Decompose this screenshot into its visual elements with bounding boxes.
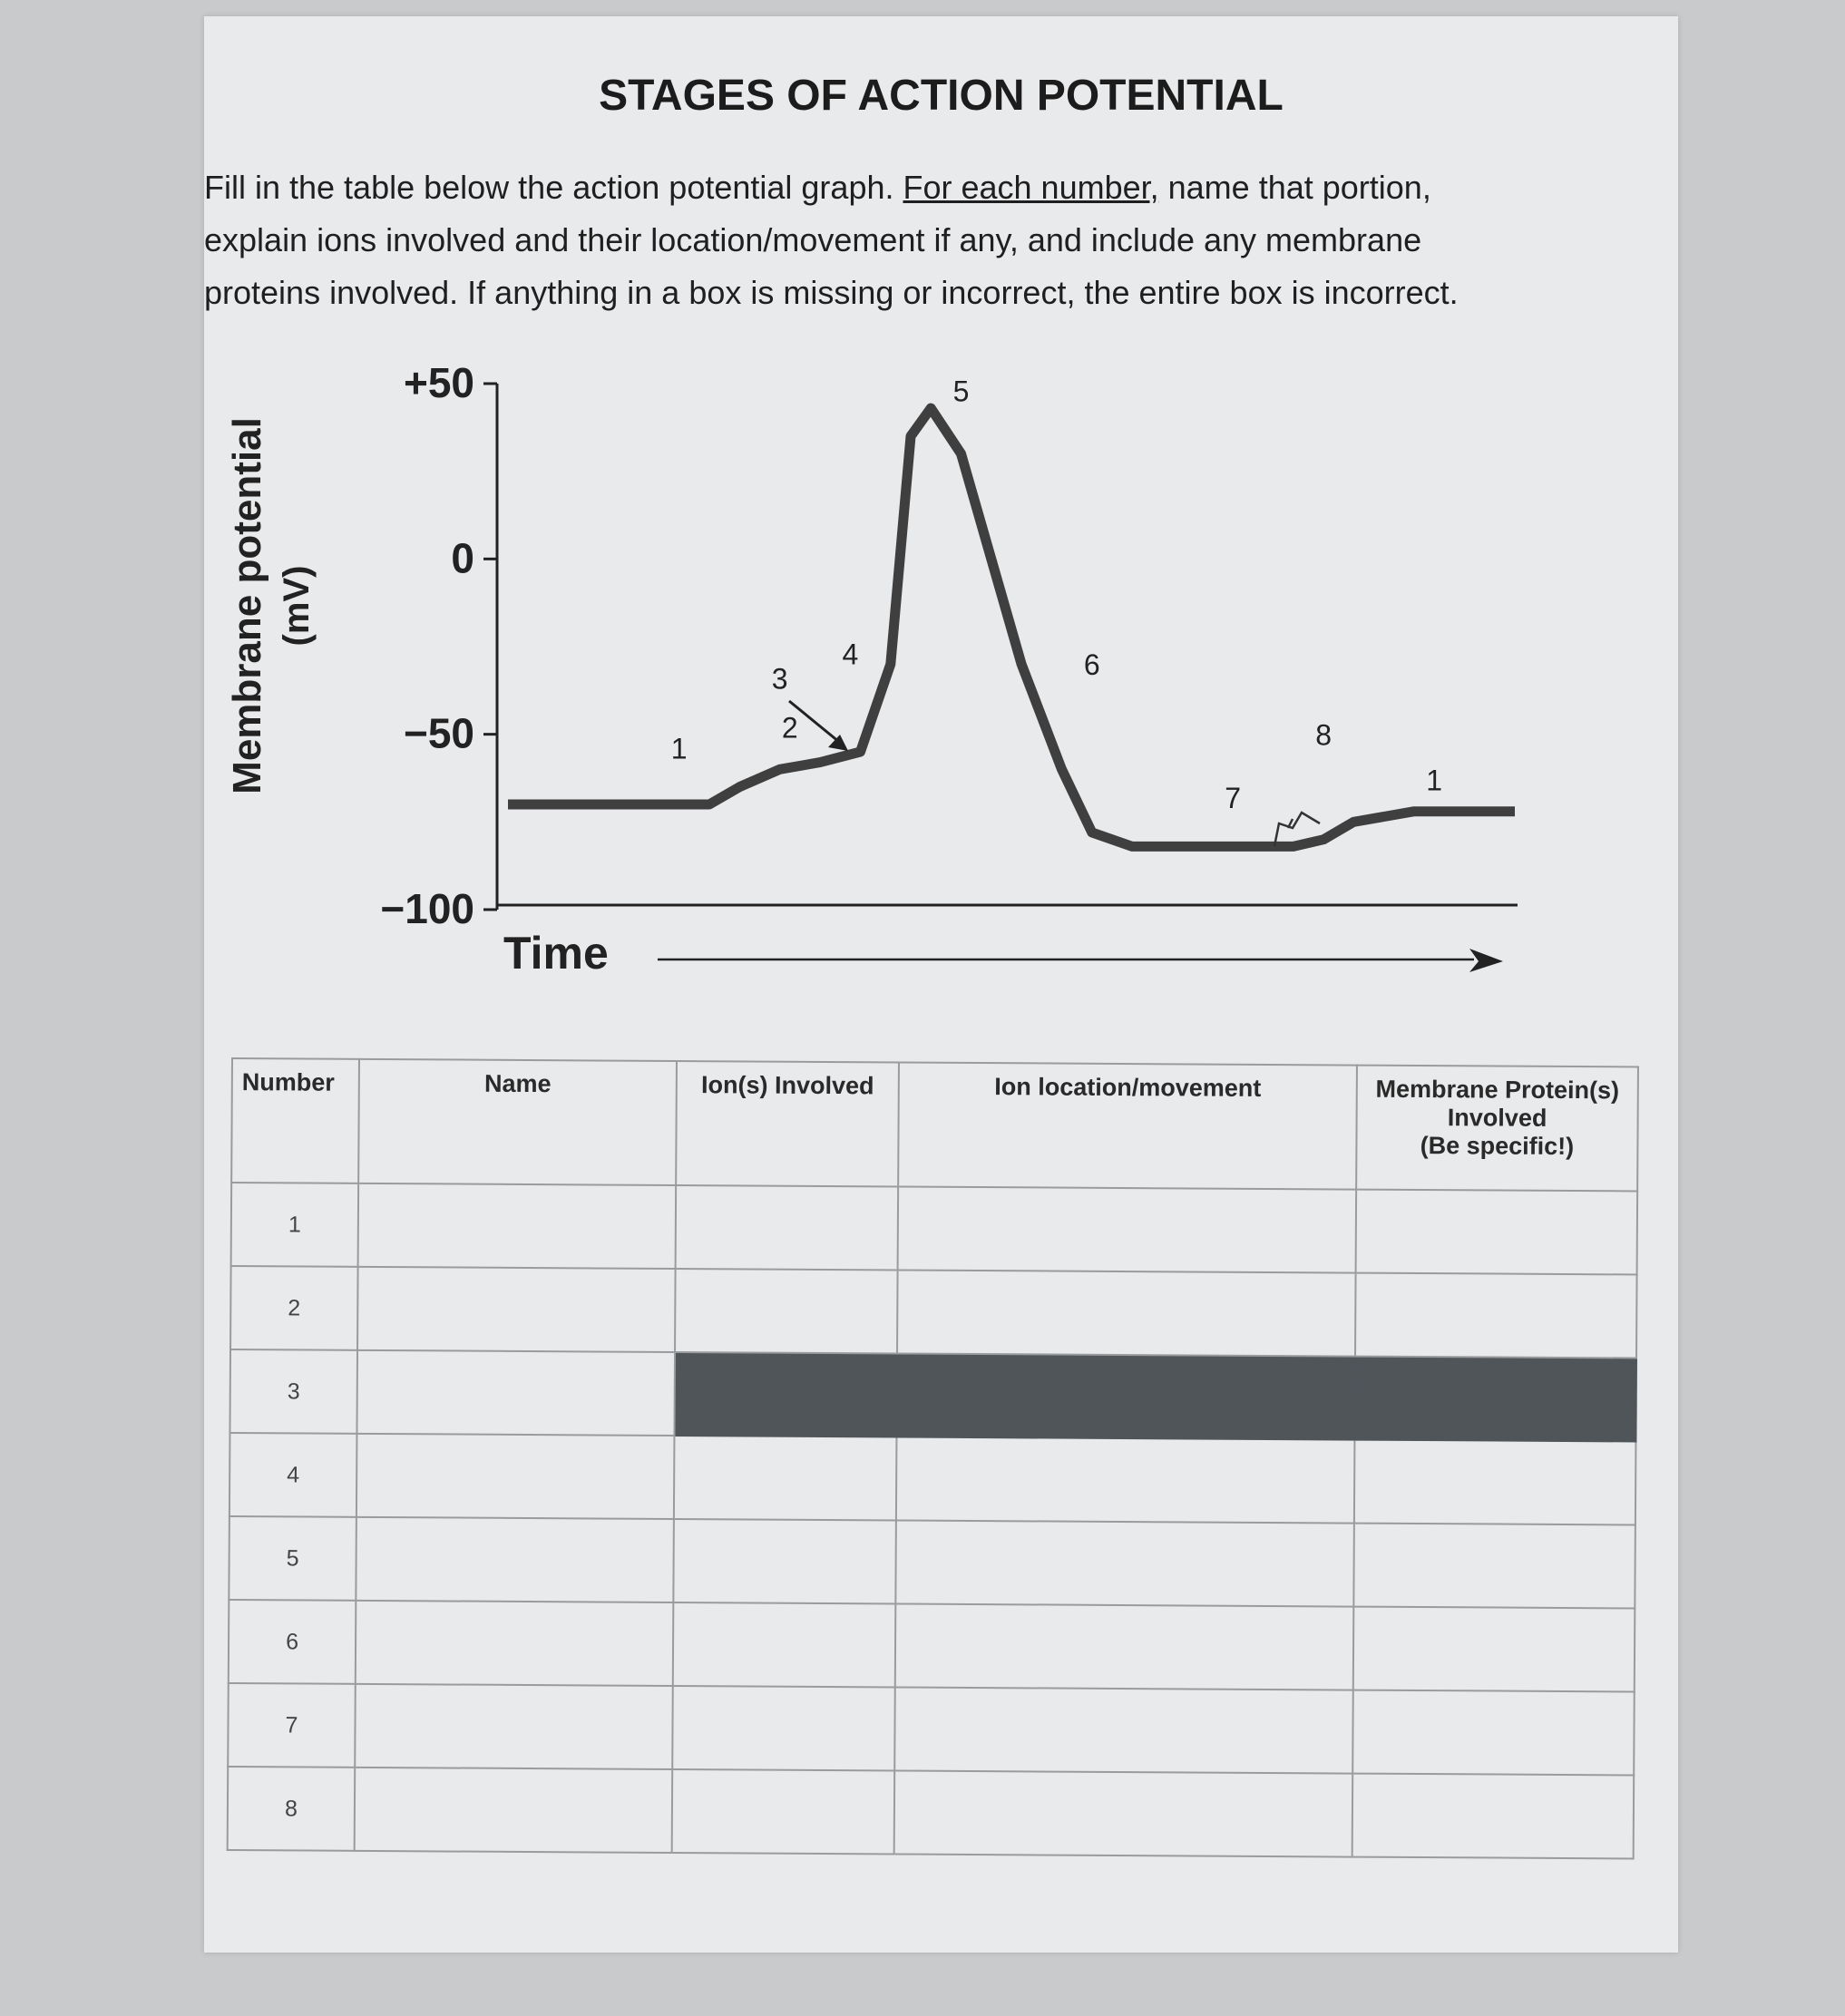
name-cell[interactable] [355, 1684, 673, 1769]
name-cell[interactable] [356, 1350, 675, 1436]
table-row [231, 1183, 1638, 1274]
movement-cell[interactable] [897, 1270, 1356, 1356]
shaded-cell [674, 1352, 897, 1437]
name-cell[interactable] [356, 1517, 674, 1602]
ions-cell[interactable] [673, 1602, 896, 1687]
stage-label-1: 1 [670, 732, 688, 765]
protein-cell[interactable] [1352, 1690, 1635, 1776]
worksheet-page [204, 16, 1678, 1953]
name-cell[interactable] [358, 1183, 677, 1269]
stage-label-3: 3 [771, 662, 788, 696]
y-axis-unit: (mV) [277, 565, 317, 647]
header-number: Number [231, 1058, 359, 1183]
table-row [229, 1516, 1635, 1608]
header-protein-line2: Involved [1447, 1104, 1547, 1132]
y-axis-ticks [380, 359, 497, 932]
shaded-cell [1354, 1357, 1636, 1442]
y-tick-label: +50 [403, 359, 474, 406]
protein-cell[interactable] [1355, 1273, 1637, 1359]
ions-cell[interactable] [675, 1269, 898, 1353]
protein-cell[interactable] [1354, 1440, 1636, 1525]
movement-cell[interactable] [895, 1520, 1354, 1606]
y-axis-title: Membrane potential [225, 417, 269, 794]
row-number: 3 [229, 1349, 357, 1434]
protein-cell[interactable] [1356, 1190, 1638, 1275]
instructions-text-start: Fill in the table below the action potential graph. [204, 169, 903, 206]
row-number: 8 [228, 1767, 356, 1851]
y-axis-label [225, 417, 317, 794]
stage-label-7: 7 [1225, 781, 1242, 814]
row-number: 7 [228, 1683, 356, 1768]
name-cell[interactable] [356, 1601, 674, 1686]
row-number: 5 [229, 1516, 356, 1601]
name-cell[interactable] [356, 1434, 675, 1519]
header-ions: Ion(s) Involved [676, 1061, 899, 1186]
protein-cell[interactable] [1352, 1774, 1635, 1859]
header-protein [1356, 1066, 1638, 1192]
row-number: 4 [229, 1433, 357, 1517]
header-protein-line1: Membrane Protein(s) [1375, 1075, 1620, 1105]
movement-cell[interactable] [896, 1437, 1355, 1523]
table-row [229, 1600, 1635, 1691]
row-number: 6 [229, 1600, 356, 1684]
name-cell[interactable] [355, 1768, 673, 1853]
instructions-text-end: name that portion, explain ions involved and their location/movement if any, and include any membrane proteins involved. If anything in a box is missing or incorrect, the entire box is incorrect. [204, 169, 1459, 311]
stage-label-8: 8 [1315, 718, 1332, 752]
movement-cell[interactable] [898, 1186, 1357, 1272]
page-title: STAGES OF ACTION POTENTIAL [599, 72, 1284, 120]
name-cell[interactable] [357, 1267, 676, 1352]
row-number: 2 [230, 1266, 358, 1350]
table-row [229, 1433, 1636, 1524]
y-tick-label: −50 [403, 709, 474, 757]
ions-cell[interactable] [672, 1769, 895, 1854]
stage-label-2: 2 [781, 711, 798, 745]
table-row [228, 1767, 1635, 1858]
table-row [229, 1349, 1636, 1441]
instructions-underlined: For each number, [903, 169, 1159, 206]
ions-cell[interactable] [674, 1436, 897, 1520]
row-number: 1 [231, 1183, 359, 1267]
shaded-cell [896, 1353, 1355, 1439]
y-tick-label: 0 [451, 534, 474, 582]
table-header-row [231, 1058, 1638, 1191]
action-potential-trace [508, 408, 1515, 846]
action-potential-graph [204, 343, 1565, 996]
ions-cell[interactable] [673, 1519, 896, 1603]
header-movement: Ion location/movement [898, 1062, 1357, 1189]
stages-table [227, 1057, 1639, 1859]
protein-cell[interactable] [1353, 1607, 1635, 1692]
movement-cell[interactable] [894, 1770, 1353, 1856]
y-tick-label: −100 [380, 885, 474, 932]
header-protein-line3: (Be specific!) [1420, 1132, 1575, 1161]
header-name: Name [358, 1059, 677, 1185]
x-axis-title: Time [503, 928, 609, 979]
stage-label-5: 5 [952, 375, 970, 408]
stage-label-4: 4 [842, 638, 859, 671]
stage-label-1: 1 [1426, 764, 1443, 797]
table-row [230, 1266, 1637, 1358]
ions-cell[interactable] [672, 1686, 895, 1770]
table-row [228, 1683, 1635, 1775]
protein-cell[interactable] [1353, 1524, 1635, 1609]
time-arrow-head [1469, 949, 1503, 972]
stage-label-6: 6 [1083, 648, 1100, 681]
ions-cell[interactable] [676, 1185, 899, 1270]
movement-cell[interactable] [894, 1687, 1353, 1773]
movement-cell[interactable] [895, 1603, 1354, 1690]
